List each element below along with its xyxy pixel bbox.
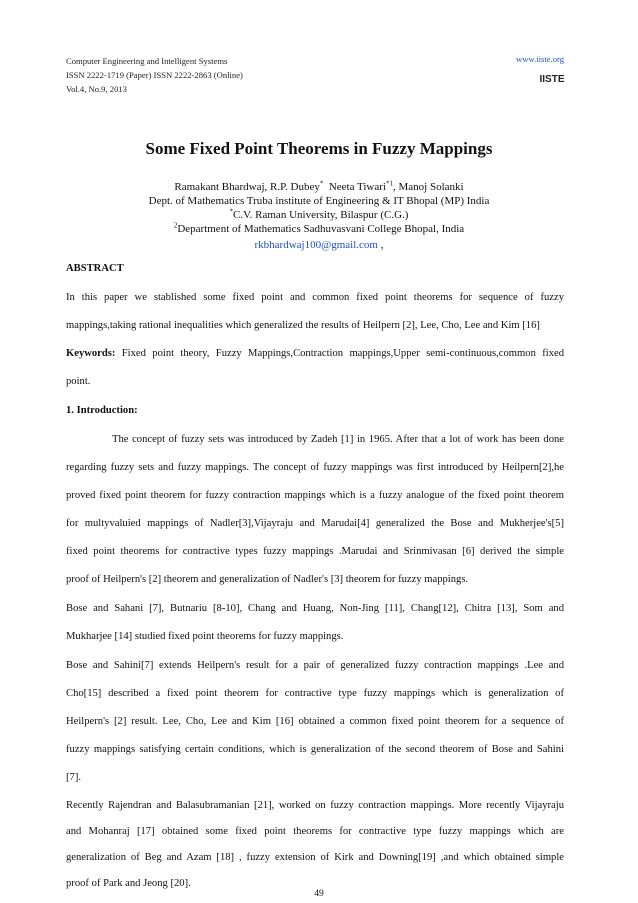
- email-suffix: ,: [377, 239, 384, 251]
- author-names-c: , Manoj Solanki: [392, 181, 464, 193]
- intro-line: [7].: [66, 772, 82, 783]
- intro-line: for multyvaluied mappings of Nadler[3],Vijayraju and Marudai[4] generalized the Bose and Mukherjee's[5]: [66, 518, 564, 529]
- affiliation-3-text: Department of Mathematics Sadhuvasvani College Bhopal, India: [177, 223, 465, 235]
- abstract-heading: ABSTRACT: [66, 263, 124, 274]
- intro-line: The concept of fuzzy sets was introduced by Zadeh [1] in 1965. After that a lot of work has been done: [112, 434, 564, 445]
- abstract-line: mappings,taking rational inequalities which generalized the results of Heilpern [2], Lee, Cho, Lee and Kim [16]: [66, 320, 540, 331]
- intro-line: Bose and Sahini[7] extends Heilpern's result for a pair of generalized fuzzy contraction mappings .Lee and: [66, 660, 564, 671]
- author-names: [0, 180, 638, 194]
- intro-line: Recently Rajendran and Balasubramanian [21], worked on fuzzy contraction mappings. More recently Vijayraju: [66, 800, 564, 811]
- abstract-line: In this paper we stablished some fixed point and common fixed point theorems for sequence of fuzzy: [66, 292, 564, 303]
- keywords-line-2: point.: [66, 376, 91, 387]
- keywords-text: Fixed point theory, Fuzzy Mappings,Contraction mappings,Upper semi-continuous,common fixed: [115, 348, 564, 359]
- intro-line: regarding fuzzy sets and fuzzy mappings. The concept of fuzzy mappings was first introduced by Heilpern[2],he: [66, 462, 564, 473]
- journal-url-link[interactable]: www.iiste.org: [516, 54, 564, 64]
- author-names-a: Ramakant Bhardwaj, R.P. Dubey: [174, 181, 320, 193]
- intro-line: Mukharjee [14] studied fixed point theorems for fuzzy mappings.: [66, 631, 344, 642]
- intro-line: generalization of Beg and Azam [18] , fuzzy extension of Kirk and Downing[19] ,and which obtained simple: [66, 852, 564, 863]
- page-number: 49: [314, 888, 324, 899]
- author-block: [0, 180, 638, 252]
- author-sup-b: *1: [385, 179, 393, 188]
- intro-line: proved fixed point theorem for fuzzy contraction mappings which is a fuzzy analogue of the fixed point theorem: [66, 490, 564, 501]
- affiliation-2: [0, 208, 638, 222]
- iiste-logo: [539, 67, 565, 87]
- author-names-b: Neeta Tiwari: [323, 181, 386, 193]
- journal-name: Computer Engineering and Intelligent Systems: [66, 56, 228, 66]
- intro-line: Cho[15] described a fixed point theorem for contractive type fuzzy mappings which is generalization of: [66, 688, 564, 699]
- intro-line: and Mohanraj [17] obtained some fixed point theorems for contractive type fuzzy mappings which are: [66, 826, 564, 837]
- intro-line: fixed point theorems for contractive types fuzzy mappings .Marudai and Srinmivasan [6] derived the simple: [66, 546, 564, 557]
- journal-header: [66, 54, 243, 96]
- affiliation-1: Dept. of Mathematics Truba institute of Engineering & IT Bhopal (MP) India: [148, 195, 490, 207]
- section-heading-introduction: 1. Introduction:: [66, 405, 138, 416]
- intro-line: Heilpern's [2] result. Lee, Cho, Lee and Kim [16] obtained a common fixed point theorem for a sequence of: [66, 716, 564, 727]
- affiliation-2-text: C.V. Raman University, Bilaspur (C.G.): [233, 209, 409, 221]
- iiste-logo-text: IISTE: [539, 74, 565, 85]
- intro-line: fuzzy mappings satisfying certain conditions, which is generalization of the second theorem of Bose and Sahini: [66, 744, 564, 755]
- journal-issn: ISSN 2222-1719 (Paper) ISSN 2222-2863 (Online): [66, 70, 243, 80]
- affiliation-3-sup: 2: [173, 221, 178, 230]
- keywords-label: Keywords:: [66, 348, 116, 359]
- intro-line: proof of Park and Jeong [20].: [66, 878, 191, 889]
- author-email-link[interactable]: rkbhardwaj100@gmail.com: [254, 239, 378, 251]
- intro-line: Bose and Sahani [7], Butnariu [8-10], Chang and Huang, Non-Jing [11], Chang[12], Chitra [13], Som and: [66, 603, 564, 614]
- paper-title: Some Fixed Point Theorems in Fuzzy Mappings: [145, 139, 493, 158]
- affiliation-2-sup: *: [229, 207, 234, 216]
- email-line: [0, 238, 638, 252]
- author-sup-a: *: [319, 179, 324, 188]
- keywords-line: [66, 348, 564, 359]
- journal-volume: Vol.4, No.9, 2013: [66, 84, 127, 94]
- affiliation-3: [0, 222, 638, 236]
- intro-line: proof of Heilpern's [2] theorem and generalization of Nadler's [3] theorem for fuzzy mappings.: [66, 574, 469, 585]
